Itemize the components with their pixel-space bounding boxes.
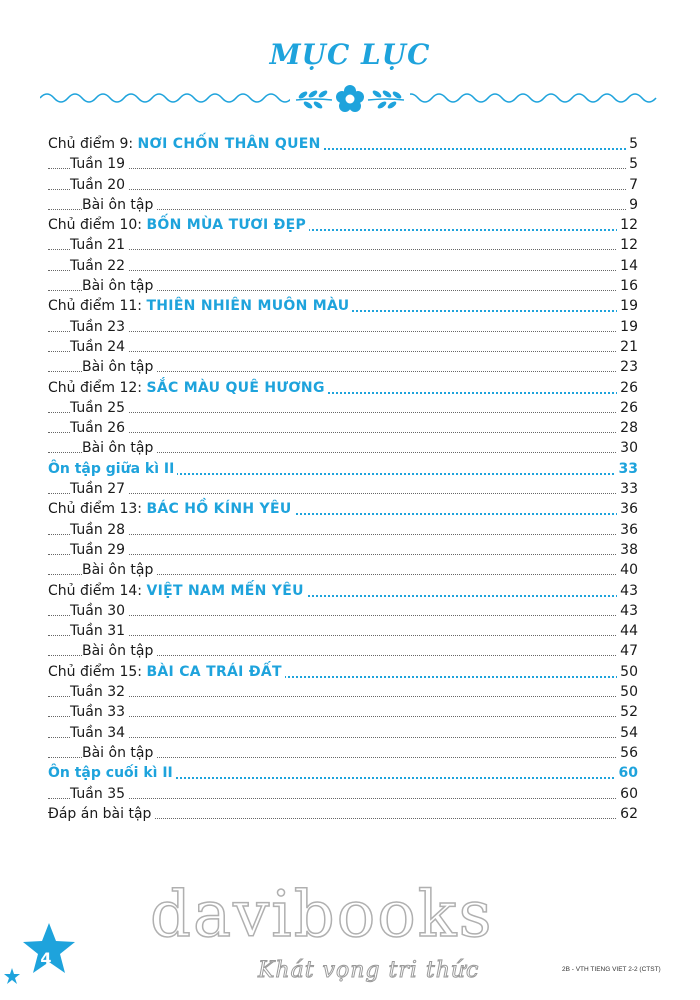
- toc-entry-label: Tuần 28: [70, 522, 128, 538]
- toc-chapter-theme: BÁC HỒ KÍNH YÊU: [146, 501, 292, 518]
- dot-leader: [48, 168, 638, 169]
- dot-leader: [48, 716, 638, 717]
- toc-entry-label: Tuần 23: [70, 319, 128, 335]
- toc-entry[interactable]: [48, 357, 638, 377]
- dot-leader: [48, 432, 638, 433]
- toc-entry[interactable]: [48, 804, 638, 824]
- toc-entry[interactable]: [48, 378, 638, 398]
- toc-page-number: 33: [617, 479, 638, 499]
- toc-entry-label: Ôn tập giữa kì II: [48, 461, 177, 477]
- dot-leader: [48, 351, 638, 352]
- dot-leader: [48, 249, 638, 250]
- toc-page-number: 5: [626, 154, 638, 174]
- dot-leader: [48, 696, 638, 697]
- toc-chapter-label: [48, 501, 295, 517]
- dot-leader: [48, 189, 638, 190]
- toc-page-number: 26: [617, 398, 638, 418]
- toc-entry-label: Bài ôn tập: [82, 562, 156, 578]
- toc-entry[interactable]: [48, 256, 638, 276]
- toc-page-number: 16: [617, 276, 638, 296]
- toc-chapter-prefix: Chủ điểm 10:: [48, 217, 147, 234]
- toc-entry[interactable]: [48, 682, 638, 702]
- watermark: davibooks: [150, 878, 494, 952]
- toc-page-number: 36: [617, 520, 638, 540]
- toc-page-number: 26: [617, 378, 638, 398]
- toc-entry[interactable]: [48, 418, 638, 438]
- toc-page-number: 30: [617, 438, 638, 458]
- toc-entry[interactable]: [48, 784, 638, 804]
- toc-chapter-prefix: Chủ điểm 9:: [48, 136, 138, 152]
- toc-entry-label: Tuần 30: [70, 603, 128, 619]
- toc-entry[interactable]: [48, 581, 638, 601]
- toc-page-number: 7: [626, 175, 638, 195]
- toc-entry[interactable]: [48, 276, 638, 296]
- toc-chapter-label: [48, 380, 328, 396]
- toc-chapter-theme: SẮC MÀU QUÊ HƯƠNG: [146, 379, 325, 396]
- dot-leader: [48, 412, 638, 413]
- toc-entry-label: Bài ôn tập: [82, 643, 156, 659]
- toc-page-number: 62: [617, 804, 638, 824]
- toc-page-number: 56: [617, 743, 638, 763]
- toc-entry[interactable]: [48, 175, 638, 195]
- toc-entry-label: Bài ôn tập: [82, 359, 156, 375]
- toc-entry[interactable]: [48, 154, 638, 174]
- toc-page-number: 43: [617, 581, 638, 601]
- toc-entry-label: Tuần 19: [70, 156, 128, 172]
- toc-chapter-label: [48, 583, 307, 599]
- toc-page-number: 50: [617, 662, 638, 682]
- toc-entry-label: Tuần 32: [70, 684, 128, 700]
- toc-entry[interactable]: [48, 540, 638, 560]
- toc-page-number: 50: [617, 682, 638, 702]
- toc-page-number: 12: [617, 215, 638, 235]
- toc-entry[interactable]: [48, 743, 638, 763]
- dot-leader: [48, 331, 638, 332]
- toc-entry[interactable]: [48, 702, 638, 722]
- toc-page-number: 19: [617, 317, 638, 337]
- toc-entry[interactable]: [48, 337, 638, 357]
- toc-page-number: 21: [617, 337, 638, 357]
- toc-entry-label: Tuần 35: [70, 786, 128, 802]
- toc-entry-label: Tuần 34: [70, 725, 128, 741]
- toc-entry[interactable]: [48, 398, 638, 418]
- toc-page-number: 9: [626, 195, 638, 215]
- toc-entry[interactable]: [48, 195, 638, 215]
- toc-chapter-prefix: Chủ điểm 13:: [48, 501, 147, 518]
- small-star-icon: [4, 968, 20, 984]
- toc-entry[interactable]: [48, 560, 638, 580]
- toc-chapter-theme: VIỆT NAM MẾN YÊU: [146, 582, 304, 599]
- toc-entry-label: Đáp án bài tập: [48, 806, 154, 822]
- toc-page-number: 19: [617, 296, 638, 316]
- toc-page-number: 43: [617, 601, 638, 621]
- toc-page-number: 47: [617, 641, 638, 661]
- toc-page-number: 38: [617, 540, 638, 560]
- toc-entry-label: Tuần 22: [70, 258, 128, 274]
- toc-entry-label: Bài ôn tập: [82, 745, 156, 761]
- toc-entry[interactable]: [48, 479, 638, 499]
- toc-page-number: 60: [617, 784, 638, 804]
- toc-chapter-theme: THIÊN NHIÊN MUÔN MÀU: [146, 298, 350, 315]
- toc-entry-label: Tuần 27: [70, 481, 128, 497]
- toc-entry[interactable]: [48, 317, 638, 337]
- toc-entry[interactable]: [48, 601, 638, 621]
- dot-leader: [48, 534, 638, 535]
- toc-entry[interactable]: [48, 662, 638, 682]
- dot-leader: [48, 554, 638, 555]
- toc-page-number: 5: [626, 134, 638, 154]
- toc-page-number: 23: [617, 357, 638, 377]
- toc-page-number: 44: [617, 621, 638, 641]
- toc-entry-label: Bài ôn tập: [82, 440, 156, 456]
- toc-entry-label: Tuần 24: [70, 339, 128, 355]
- watermark-tagline: Khát vọng tri thức: [258, 958, 480, 983]
- toc-chapter-label: [48, 298, 352, 314]
- toc-entry[interactable]: [48, 235, 638, 255]
- toc-chapter-label: [48, 136, 324, 152]
- toc-entry[interactable]: [48, 215, 638, 235]
- dot-leader: [48, 615, 638, 616]
- toc-entry[interactable]: [48, 499, 638, 519]
- footer-code: 2B - VTH TIENG VIET 2-2 (CTST): [562, 966, 661, 973]
- toc-chapter-theme: BÀI CA TRÁI ĐẤT: [146, 663, 282, 680]
- toc-entry-label: Ôn tập cuối kì II: [48, 765, 176, 781]
- page-title: MỤC LỤC: [269, 38, 431, 71]
- toc-chapter-theme: BỐN MÙA TƯƠI ĐẸP: [146, 217, 307, 234]
- toc-chapter-theme: NƠI CHỐN THÂN QUEN: [137, 136, 321, 152]
- toc-page-number: 52: [617, 702, 638, 722]
- toc-page-number: 40: [617, 560, 638, 580]
- toc-page-number: 60: [616, 763, 638, 783]
- toc-chapter-prefix: Chủ điểm 12:: [48, 379, 147, 396]
- toc-entry[interactable]: [48, 520, 638, 540]
- toc-entry[interactable]: [48, 641, 638, 661]
- toc-entry-label: Tuần 25: [70, 400, 128, 416]
- toc-chapter-label: [48, 217, 309, 233]
- toc-entry[interactable]: [48, 621, 638, 641]
- toc-chapter-prefix: Chủ điểm 11:: [48, 298, 147, 315]
- dot-leader: [48, 737, 638, 738]
- dot-leader: [48, 270, 638, 271]
- toc-entry-label: Bài ôn tập: [82, 278, 156, 294]
- toc-chapter-label: [48, 664, 285, 680]
- toc-entry-label: Tuần 21: [70, 237, 128, 253]
- toc-page-number: 33: [616, 459, 638, 479]
- page-number: 4: [40, 949, 52, 968]
- toc-page-number: 14: [617, 256, 638, 276]
- toc-chapter-prefix: Chủ điểm 14:: [48, 582, 147, 599]
- toc-entry[interactable]: [48, 763, 638, 783]
- title-decoration: [40, 80, 660, 116]
- toc-page-number: 12: [617, 235, 638, 255]
- toc-entry-label: Bài ôn tập: [82, 197, 156, 213]
- toc-entry[interactable]: [48, 723, 638, 743]
- toc-entry-label: Tuần 33: [70, 704, 128, 720]
- toc-page-number: 28: [617, 418, 638, 438]
- toc-page-number: 54: [617, 723, 638, 743]
- dot-leader: [48, 493, 638, 494]
- dot-leader: [48, 635, 638, 636]
- toc-entry[interactable]: [48, 459, 638, 479]
- toc-entry[interactable]: [48, 134, 638, 154]
- toc-entry-label: Tuần 31: [70, 623, 128, 639]
- toc-page-number: 36: [617, 499, 638, 519]
- dot-leader: [48, 798, 638, 799]
- toc-entry-label: Tuần 29: [70, 542, 128, 558]
- table-of-contents: [48, 134, 638, 824]
- toc-chapter-prefix: Chủ điểm 15:: [48, 663, 147, 680]
- toc-entry-label: Tuần 20: [70, 177, 128, 193]
- toc-entry-label: Tuần 26: [70, 420, 128, 436]
- toc-entry[interactable]: [48, 438, 638, 458]
- toc-entry[interactable]: [48, 296, 638, 316]
